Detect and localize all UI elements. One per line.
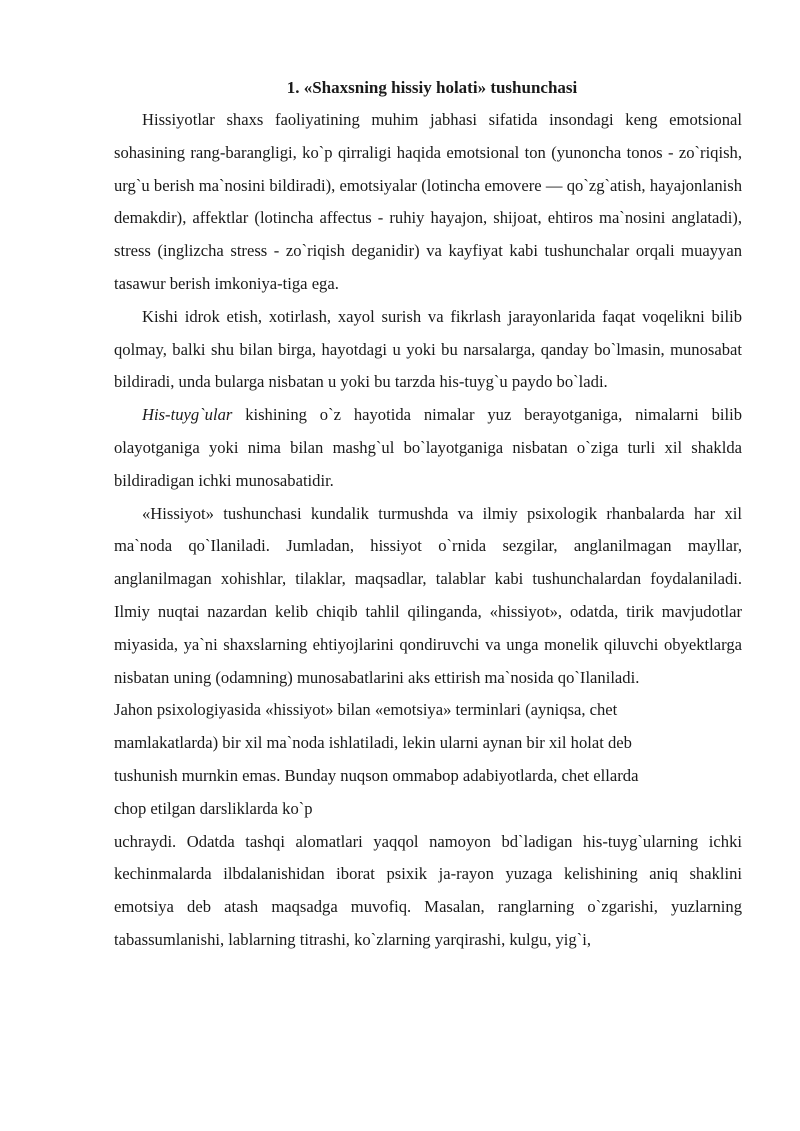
- paragraph-5-line: tushunish murnkin emas. Bunday nuqson ommabop adabiyotlarda, chet ellarda: [114, 765, 639, 785]
- document-page: [114, 72, 742, 957]
- italic-term: His-tuyg`ular: [142, 405, 233, 425]
- paragraph-5-line: chop etilgan darsliklarda ko`p: [114, 798, 313, 818]
- paragraph-5: [114, 694, 742, 825]
- paragraph-6: uchraydi. Odatda tashqi alomatlari yaqqol namoyon bd`ladigan his-tuyg`ularning ichki kechinmalarda ilbdalanishidan iborat psixik ja-rayon yuzaga kelishining aniq shaklini emotsiya deb atash maqsadga muvofiq. Masalan, ranglarning o`zgarishi, yuzlarning tabassumlanishi, lablarning titrashi, ko`zlarning yarqirashi, kulgu, yig`i,: [114, 831, 742, 949]
- paragraph-2: Kishi idrok etish, xotirlash, xayol surish va fikrlash jarayonlarida faqat voqelikni bilib qolmay, balki shu bilan birga, hayotdagi u yoki bu narsalarga, qanday bo`lmasin, munosabat bildiradi, unda bularga nisbatan u yoki bu tarzda his-tuyg`u paydo bo`ladi.: [114, 306, 742, 392]
- paragraph-3-body: kishining o`z hayotida nimalar yuz berayotganiga, nimalarni bilib olayotganiga yoki nima bilan mashg`ul bo`layotganiga nisbatan o`ziga turli xil shaklda bildiradigan ichki munosabatidir.: [114, 405, 742, 490]
- document-title: 1. «Shaxsning hissiy holati» tushunchasi: [286, 78, 578, 97]
- paragraph-1: Hissiyotlar shaxs faoliyatining muhim jabhasi sifatida insondagi keng emotsional sohasining rang-barangligi, ko`p qirraligi haqida emotsional ton (yunoncha tonos - zo`riqish, urg`u berish ma`nosini bildiradi), emotsiyalar (lotincha emovere — qo`zg`atish, hayajonlanish demakdir), affektlar (lotincha affectus - ruhiy hayajon, shijoat, ehtiros ma`nosini anglatadi), stress (inglizcha stress - zo`riqish deganidir) va kayfiyat kabi tushunchalar orqali muayyan tasawur berish imkoniya-tiga ega.: [114, 110, 742, 293]
- paragraph-3: [114, 399, 742, 497]
- paragraph-4: «Hissiyot» tushunchasi kundalik turmushda va ilmiy psixologik rhanbalarda har xil ma`noda qo`Ilaniladi. Jumladan, hissiyot o`rnida sezgilar, anglanilmagan mayllar, anglanilmagan xohishlar, tilaklar, maqsadlar, talablar kabi tushunchalardan foydalaniladi. Ilmiy nuqtai nazardan kelib chiqib tahlil qilinganda, «hissiyot», odatda, tirik mavjudotlar miyasida, ya`ni shaxslarning ehtiyojlarini qondiruvchi va unga monelik qiluvchi obyektlarga nisbatan uning (odamning) munosabatlarini aks ettirish ma`nosida qo`Ilaniladi.: [114, 503, 742, 687]
- paragraph-5-line: mamlakatlarda) bir xil ma`noda ishlatiladi, lekin ularni aynan bir xil holat deb: [114, 733, 632, 753]
- paragraph-5-line: Jahon psixologiyasida «hissiyot» bilan «emotsiya» terminlari (ayniqsa, chet: [114, 700, 618, 720]
